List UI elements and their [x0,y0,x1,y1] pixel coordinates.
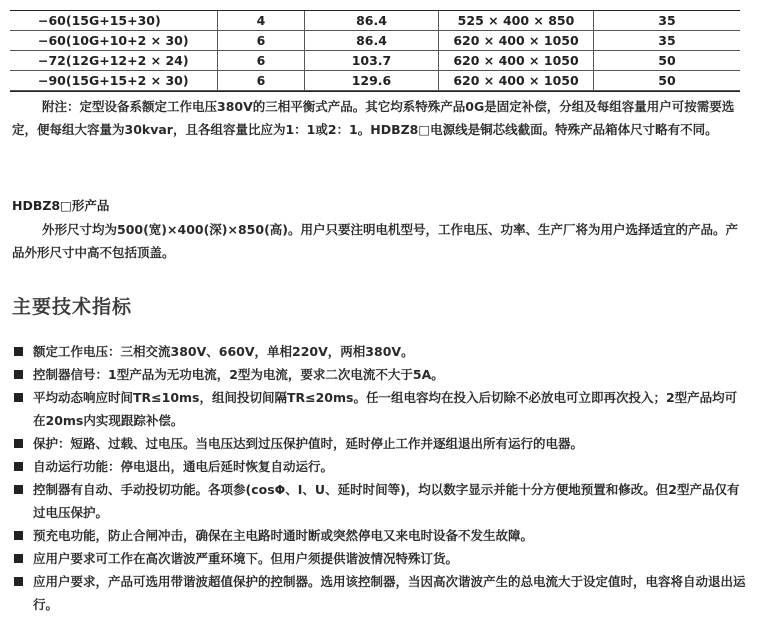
square-bullet-icon [14,531,23,540]
table-row [10,71,740,91]
table-cell-cable: 35 [658,33,676,48]
list-item-text: 预充电功能，防止合闸冲击，确保在主电路时通时断或突然停电又来电时设备不发生故障。 [33,528,534,543]
table-cell-current: 103.7 [305,51,439,70]
table-cell-cable: 50 [658,73,676,88]
table-row [10,51,740,71]
square-bullet-icon [14,485,23,494]
spec-table [10,10,740,92]
table-cell-dimensions: 525 × 400 × 850 [439,11,594,30]
list-item [12,478,747,524]
list-item [12,547,747,570]
product-heading: HDBZ8□形产品 [12,198,110,213]
square-bullet-icon [14,347,23,356]
table-cell-dimensions: 620 × 400 × 1050 [439,51,594,70]
product-paragraph [12,218,742,264]
list-item [12,363,747,386]
spec-list [12,340,747,616]
note-paragraph [12,95,742,141]
table-cell-model: −60(15G+15+30) [10,11,218,30]
list-item [12,570,747,616]
table-cell-cable: 35 [658,13,676,28]
list-item-text: 控制器有自动、手动投切功能。各项参(cosΦ、I、U、延时时间等)，均以数字显示并能十分方便地预置和修改。但2型产品仅有过电压保护。 [33,482,740,520]
square-bullet-icon [14,370,23,379]
list-item [12,432,747,455]
table-row [10,11,740,31]
list-item-text: 保护：短路、过载、过电压。当电压达到过压保护值时，延时停止工作并逐组退出所有运行的电器。 [33,436,584,451]
list-item-text: 应用户要求可工作在高次谐波严重环境下。但用户须提供谐波情况特殊订货。 [33,551,459,566]
list-item-text: 平均动态响应时间TR≤10ms，组间投切间隔TR≤20ms。任一组电容均在投入后切除不必放电可立即再次投入；2型产品均可在20ms内实现跟踪补偿。 [33,390,738,428]
table-cell-groups: 6 [218,71,305,90]
table-cell-groups: 6 [218,31,305,50]
square-bullet-icon [14,577,23,586]
table-cell-model: −90(15G+15+2 × 30) [10,71,218,90]
square-bullet-icon [14,439,23,448]
section-title: 主要技术指标 [12,296,133,318]
list-item-text: 应用户要求，产品可选用带谐波超值保护的控制器。选用该控制器，当因高次谐波产生的总电流大于设定值时，电容将自动退出运行。 [33,574,746,612]
list-item [12,455,747,478]
square-bullet-icon [14,393,23,402]
table-cell-groups: 6 [218,51,305,70]
product-text: 外形尺寸均为500(宽)×400(深)×850(高)。用户只要注明电机型号，工作电压、功率、生产厂将为用户选择适宜的产品。产品外形尺寸中高不包括顶盖。 [12,222,739,260]
list-item [12,340,747,363]
table-cell-current: 86.4 [305,31,439,50]
list-item-text: 额定工作电压：三相交流380V、660V，单相220V，两相380V。 [33,344,414,359]
list-item [12,386,747,432]
table-cell-current: 86.4 [305,11,439,30]
list-item [12,524,747,547]
square-bullet-icon [14,462,23,471]
note-text: 附注：定型设备系额定工作电压380V的三相平衡式产品。其它均系特殊产品0G是固定补偿，分组及每组容量用户可按需要选定，便每组大容量为30kvar，且各组容量比应为1：1或2：1。HDBZ8□电源线是铜芯线截面。特殊产品箱体尺寸略有不同。 [12,99,735,137]
table-cell-cable: 50 [658,53,676,68]
table-cell-current: 129.6 [305,71,439,90]
table-cell-groups: 4 [218,11,305,30]
table-row [10,31,740,51]
table-cell-model: −72(12G+12+2 × 24) [10,51,218,70]
table-cell-model: −60(10G+10+2 × 30) [10,31,218,50]
table-cell-dimensions: 620 × 400 × 1050 [439,71,594,90]
square-bullet-icon [14,554,23,563]
table-bottom-rule [10,91,740,92]
list-item-text: 自动运行功能：停电退出，通电后延时恢复自动运行。 [33,459,334,474]
table-cell-dimensions: 620 × 400 × 1050 [439,31,594,50]
list-item-text: 控制器信号：1型产品为无功电流，2型为电流，要求二次电流不大于5A。 [33,367,444,382]
